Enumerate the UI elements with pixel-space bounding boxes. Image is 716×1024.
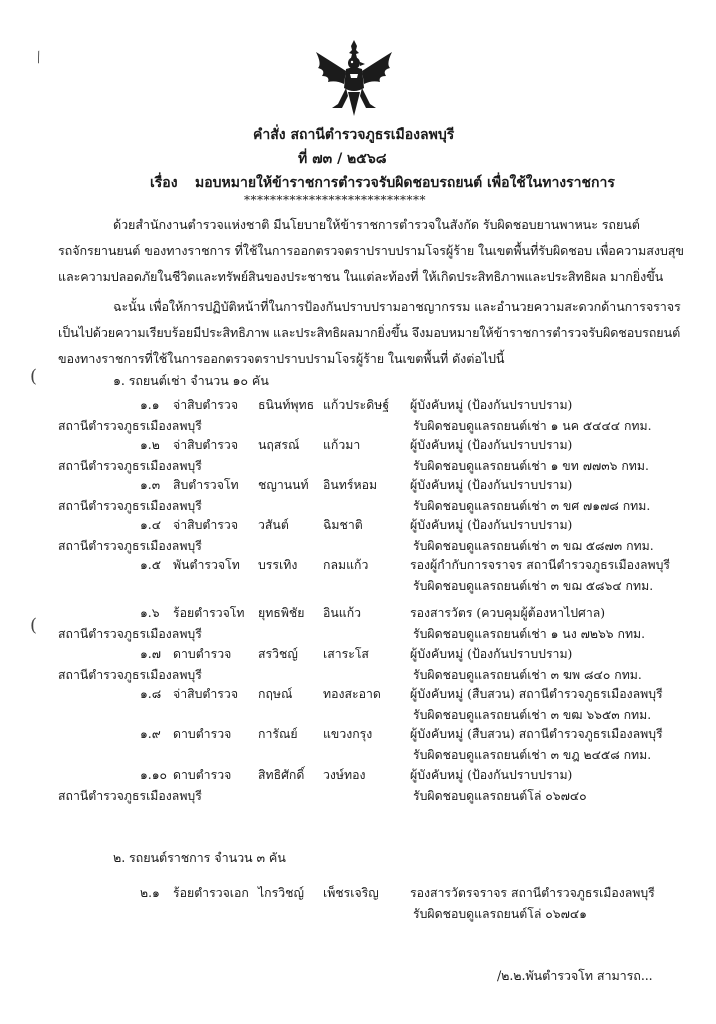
vehicle-responsibility: รับผิดชอบดูแลรถยนต์เช่า ๑ นค ๕๔๔๔ กทม. bbox=[413, 419, 652, 433]
officer-first-name: ยุทธพิชัย bbox=[258, 606, 305, 620]
officer-first-name: สิทธิศักดิ์ bbox=[258, 768, 305, 782]
officer-position: ผู้บังคับหมู่ (สืบสวน) สถานีตำรวจภูธรเมืองลพบุรี bbox=[410, 727, 663, 741]
garuda-emblem bbox=[308, 38, 400, 118]
officer-last-name: ทองสะอาด bbox=[323, 687, 381, 701]
officer-first-name: สรวิชญ์ bbox=[258, 647, 298, 661]
vehicle-responsibility: รับผิดชอบดูแลรถยนต์โล่ ๐๖๗๔๑ bbox=[413, 907, 587, 921]
officer-rank: ร้อยตำรวจเอก bbox=[173, 886, 249, 900]
officer-station: สถานีตำรวจภูธรเมืองลพบุรี bbox=[58, 539, 202, 553]
officer-rank: สิบตำรวจโท bbox=[173, 478, 239, 492]
officer-first-name: ชญานนท์ bbox=[258, 478, 309, 492]
header-separator: **************************** bbox=[244, 193, 426, 207]
vehicle-responsibility: รับผิดชอบดูแลรถยนต์โล่ ๐๖๗๔๐ bbox=[413, 789, 587, 803]
officer-rank: ดาบตำรวจ bbox=[173, 647, 232, 661]
officer-last-name: เพ็ชรเจริญ bbox=[323, 886, 379, 900]
scan-mark-top: ⁄ bbox=[34, 50, 45, 66]
officer-rank: จ่าสิบตำรวจ bbox=[173, 398, 239, 412]
paragraph-2-line-1: ฉะนั้น เพื่อให้การปฏิบัติหน้าที่ในการป้องกันปราบปรามอาชญากรรม และอำนวยความสะดวกด้านการจราจร bbox=[113, 299, 681, 314]
punch-hole-mark-upper: ( bbox=[30, 366, 38, 387]
continuation-note: /๒.๒.พันตำรวจโท สามารถ... bbox=[497, 968, 653, 983]
officer-first-name: ธนินท์พุทธ bbox=[258, 398, 315, 412]
officer-rank: ดาบตำรวจ bbox=[173, 768, 232, 782]
item-number: ๑.๖ bbox=[140, 606, 160, 620]
paragraph-1-line-1: ด้วยสำนักงานตำรวจแห่งชาติ มีนโยบายให้ข้าราชการตำรวจในสังกัด รับผิดชอบยานพาหนะ รถยนต์ bbox=[113, 217, 640, 232]
officer-last-name: อินแก้ว bbox=[323, 606, 362, 620]
officer-position: ผู้บังคับหมู่ (ป้องกันปราบปราม) bbox=[410, 478, 573, 492]
item-number: ๑.๘ bbox=[140, 687, 162, 701]
section-1-heading: ๑. รถยนต์เช่า จำนวน ๑๐ คัน bbox=[113, 373, 269, 388]
item-number: ๑.๗ bbox=[140, 647, 161, 661]
item-number: ๑.๙ bbox=[140, 727, 161, 741]
section-2-heading: ๒. รถยนต์ราชการ จำนวน ๓ คัน bbox=[113, 850, 286, 865]
vehicle-responsibility: รับผิดชอบดูแลรถยนต์เช่า ๓ ขศ ๗๑๗๘ กทม. bbox=[413, 499, 651, 513]
officer-station: สถานีตำรวจภูธรเมืองลพบุรี bbox=[58, 789, 202, 803]
subject-label: เรื่อง bbox=[150, 175, 178, 191]
officer-last-name: กลมแก้ว bbox=[323, 558, 369, 572]
vehicle-responsibility: รับผิดชอบดูแลรถยนต์เช่า ๓ ฆพ ๘๔๐ กทม. bbox=[413, 668, 642, 682]
officer-position: รองผู้กำกับการจราจร สถานีตำรวจภูธรเมืองลพบุรี bbox=[410, 558, 671, 572]
officer-last-name: เสาระโส bbox=[323, 647, 369, 661]
vehicle-responsibility: รับผิดชอบดูแลรถยนต์เช่า ๓ ขฌ ๕๘๖๔ กทม. bbox=[413, 579, 654, 593]
officer-last-name: แก้วมา bbox=[323, 438, 361, 452]
officer-station: สถานีตำรวจภูธรเมืองลพบุรี bbox=[58, 668, 202, 682]
officer-first-name: นฤสรณ์ bbox=[258, 438, 300, 452]
officer-first-name: ไกรวิชญ์ bbox=[258, 886, 304, 900]
subject-text: มอบหมายให้ข้าราชการตำรวจรับผิดชอบรถยนต์ เพื่อใช้ในทางราชการ bbox=[195, 175, 615, 191]
paragraph-1-line-2: รถจักรยานยนต์ ของทางราชการ ที่ใช้ในการออกตรวจตราปราบปรามโจรผู้ร้าย ในเขตพื้นที่รับผิดชอบ เพื่อความสงบสุข bbox=[58, 243, 684, 258]
vehicle-responsibility: รับผิดชอบดูแลรถยนต์เช่า ๓ ขฌ ๕๘๗๓ กทม. bbox=[413, 539, 654, 553]
officer-position: ผู้บังคับหมู่ (ป้องกันปราบปราม) bbox=[410, 518, 573, 532]
officer-first-name: วสันต์ bbox=[258, 518, 289, 532]
item-number: ๒.๑ bbox=[140, 886, 160, 900]
punch-hole-mark-lower: ( bbox=[30, 615, 38, 636]
paragraph-1-line-3: และความปลอดภัยในชีวิตและทรัพย์สินของประชาชน ในแต่ละท้องที่ ให้เกิดประสิทธิภาพและประสิทธิผล มากยิ่งขึ้น bbox=[58, 269, 664, 284]
officer-station: สถานีตำรวจภูธรเมืองลพบุรี bbox=[58, 499, 202, 513]
officer-first-name: บรรเทิง bbox=[258, 558, 298, 572]
officer-rank: ดาบตำรวจ bbox=[173, 727, 232, 741]
vehicle-responsibility: รับผิดชอบดูแลรถยนต์เช่า ๓ ขฒ ๖๖๕๓ กทม. bbox=[413, 708, 652, 722]
officer-position: รองสารวัตรจราจร สถานีตำรวจภูธรเมืองลพบุรี bbox=[410, 886, 655, 900]
officer-position: ผู้บังคับหมู่ (ป้องกันปราบปราม) bbox=[410, 438, 573, 452]
officer-rank: ร้อยตำรวจโท bbox=[173, 606, 245, 620]
item-number: ๑.๑ bbox=[140, 398, 160, 412]
officer-last-name: แขวงกรุง bbox=[323, 727, 373, 741]
officer-last-name: วงษ์ทอง bbox=[323, 768, 366, 782]
vehicle-responsibility: รับผิดชอบดูแลรถยนต์เช่า ๑ ขท ๗๗๓๖ กทม. bbox=[413, 459, 649, 473]
officer-position: ผู้บังคับหมู่ (สืบสวน) สถานีตำรวจภูธรเมืองลพบุรี bbox=[410, 687, 663, 701]
officer-position: รองสารวัตร (ควบคุมผู้ต้องหาไปศาล) bbox=[410, 606, 606, 620]
officer-position: ผู้บังคับหมู่ (ป้องกันปราบปราม) bbox=[410, 768, 573, 782]
paragraph-2-line-2: เป็นไปด้วยความเรียบร้อยมีประสิทธิภาพ และประสิทธิผลมากยิ่งขึ้น จึงมอบหมายให้ข้าราชการตำรวจรับผิดชอบรถยนต์ bbox=[58, 325, 681, 340]
item-number: ๑.๔ bbox=[140, 518, 162, 532]
officer-rank: จ่าสิบตำรวจ bbox=[173, 687, 239, 701]
officer-rank: จ่าสิบตำรวจ bbox=[173, 438, 239, 452]
officer-station: สถานีตำรวจภูธรเมืองลพบุรี bbox=[58, 459, 202, 473]
vehicle-responsibility: รับผิดชอบดูแลรถยนต์เช่า ๑ นง ๗๒๖๖ กทม. bbox=[413, 627, 646, 641]
item-number: ๑.๒ bbox=[140, 438, 160, 452]
paragraph-2-line-3: ของทางราชการที่ใช้ในการออกตรวจตราปราบปรามโจรผู้ร้าย ในเขตพื้นที่ ดังต่อไปนี้ bbox=[58, 351, 505, 366]
officer-first-name: การัณย์ bbox=[258, 727, 298, 741]
officer-first-name: กฤษณ์ bbox=[258, 687, 293, 701]
officer-rank: พันตำรวจโท bbox=[173, 558, 240, 572]
vehicle-responsibility: รับผิดชอบดูแลรถยนต์เช่า ๓ ขฎ ๒๔๕๘ กทม. bbox=[413, 748, 652, 762]
item-number: ๑.๓ bbox=[140, 478, 161, 492]
officer-position: ผู้บังคับหมู่ (ป้องกันปราบปราม) bbox=[410, 647, 573, 661]
item-number: ๑.๑๐ bbox=[140, 768, 168, 782]
officer-rank: จ่าสิบตำรวจ bbox=[173, 518, 239, 532]
officer-station: สถานีตำรวจภูธรเมืองลพบุรี bbox=[58, 627, 202, 641]
officer-last-name: แก้วประดิษฐ์ bbox=[323, 398, 390, 412]
officer-station: สถานีตำรวจภูธรเมืองลพบุรี bbox=[58, 419, 202, 433]
officer-position: ผู้บังคับหมู่ (ป้องกันปราบปราม) bbox=[410, 398, 573, 412]
officer-last-name: ฉิมชาติ bbox=[323, 518, 363, 532]
order-title: คำสั่ง สถานีตำรวจภูธรเมืองลพบุรี bbox=[253, 127, 455, 143]
officer-last-name: อินทร์หอม bbox=[323, 478, 378, 492]
order-number: ที่ ๗๓ / ๒๕๖๘ bbox=[298, 151, 387, 167]
item-number: ๑.๕ bbox=[140, 558, 162, 572]
